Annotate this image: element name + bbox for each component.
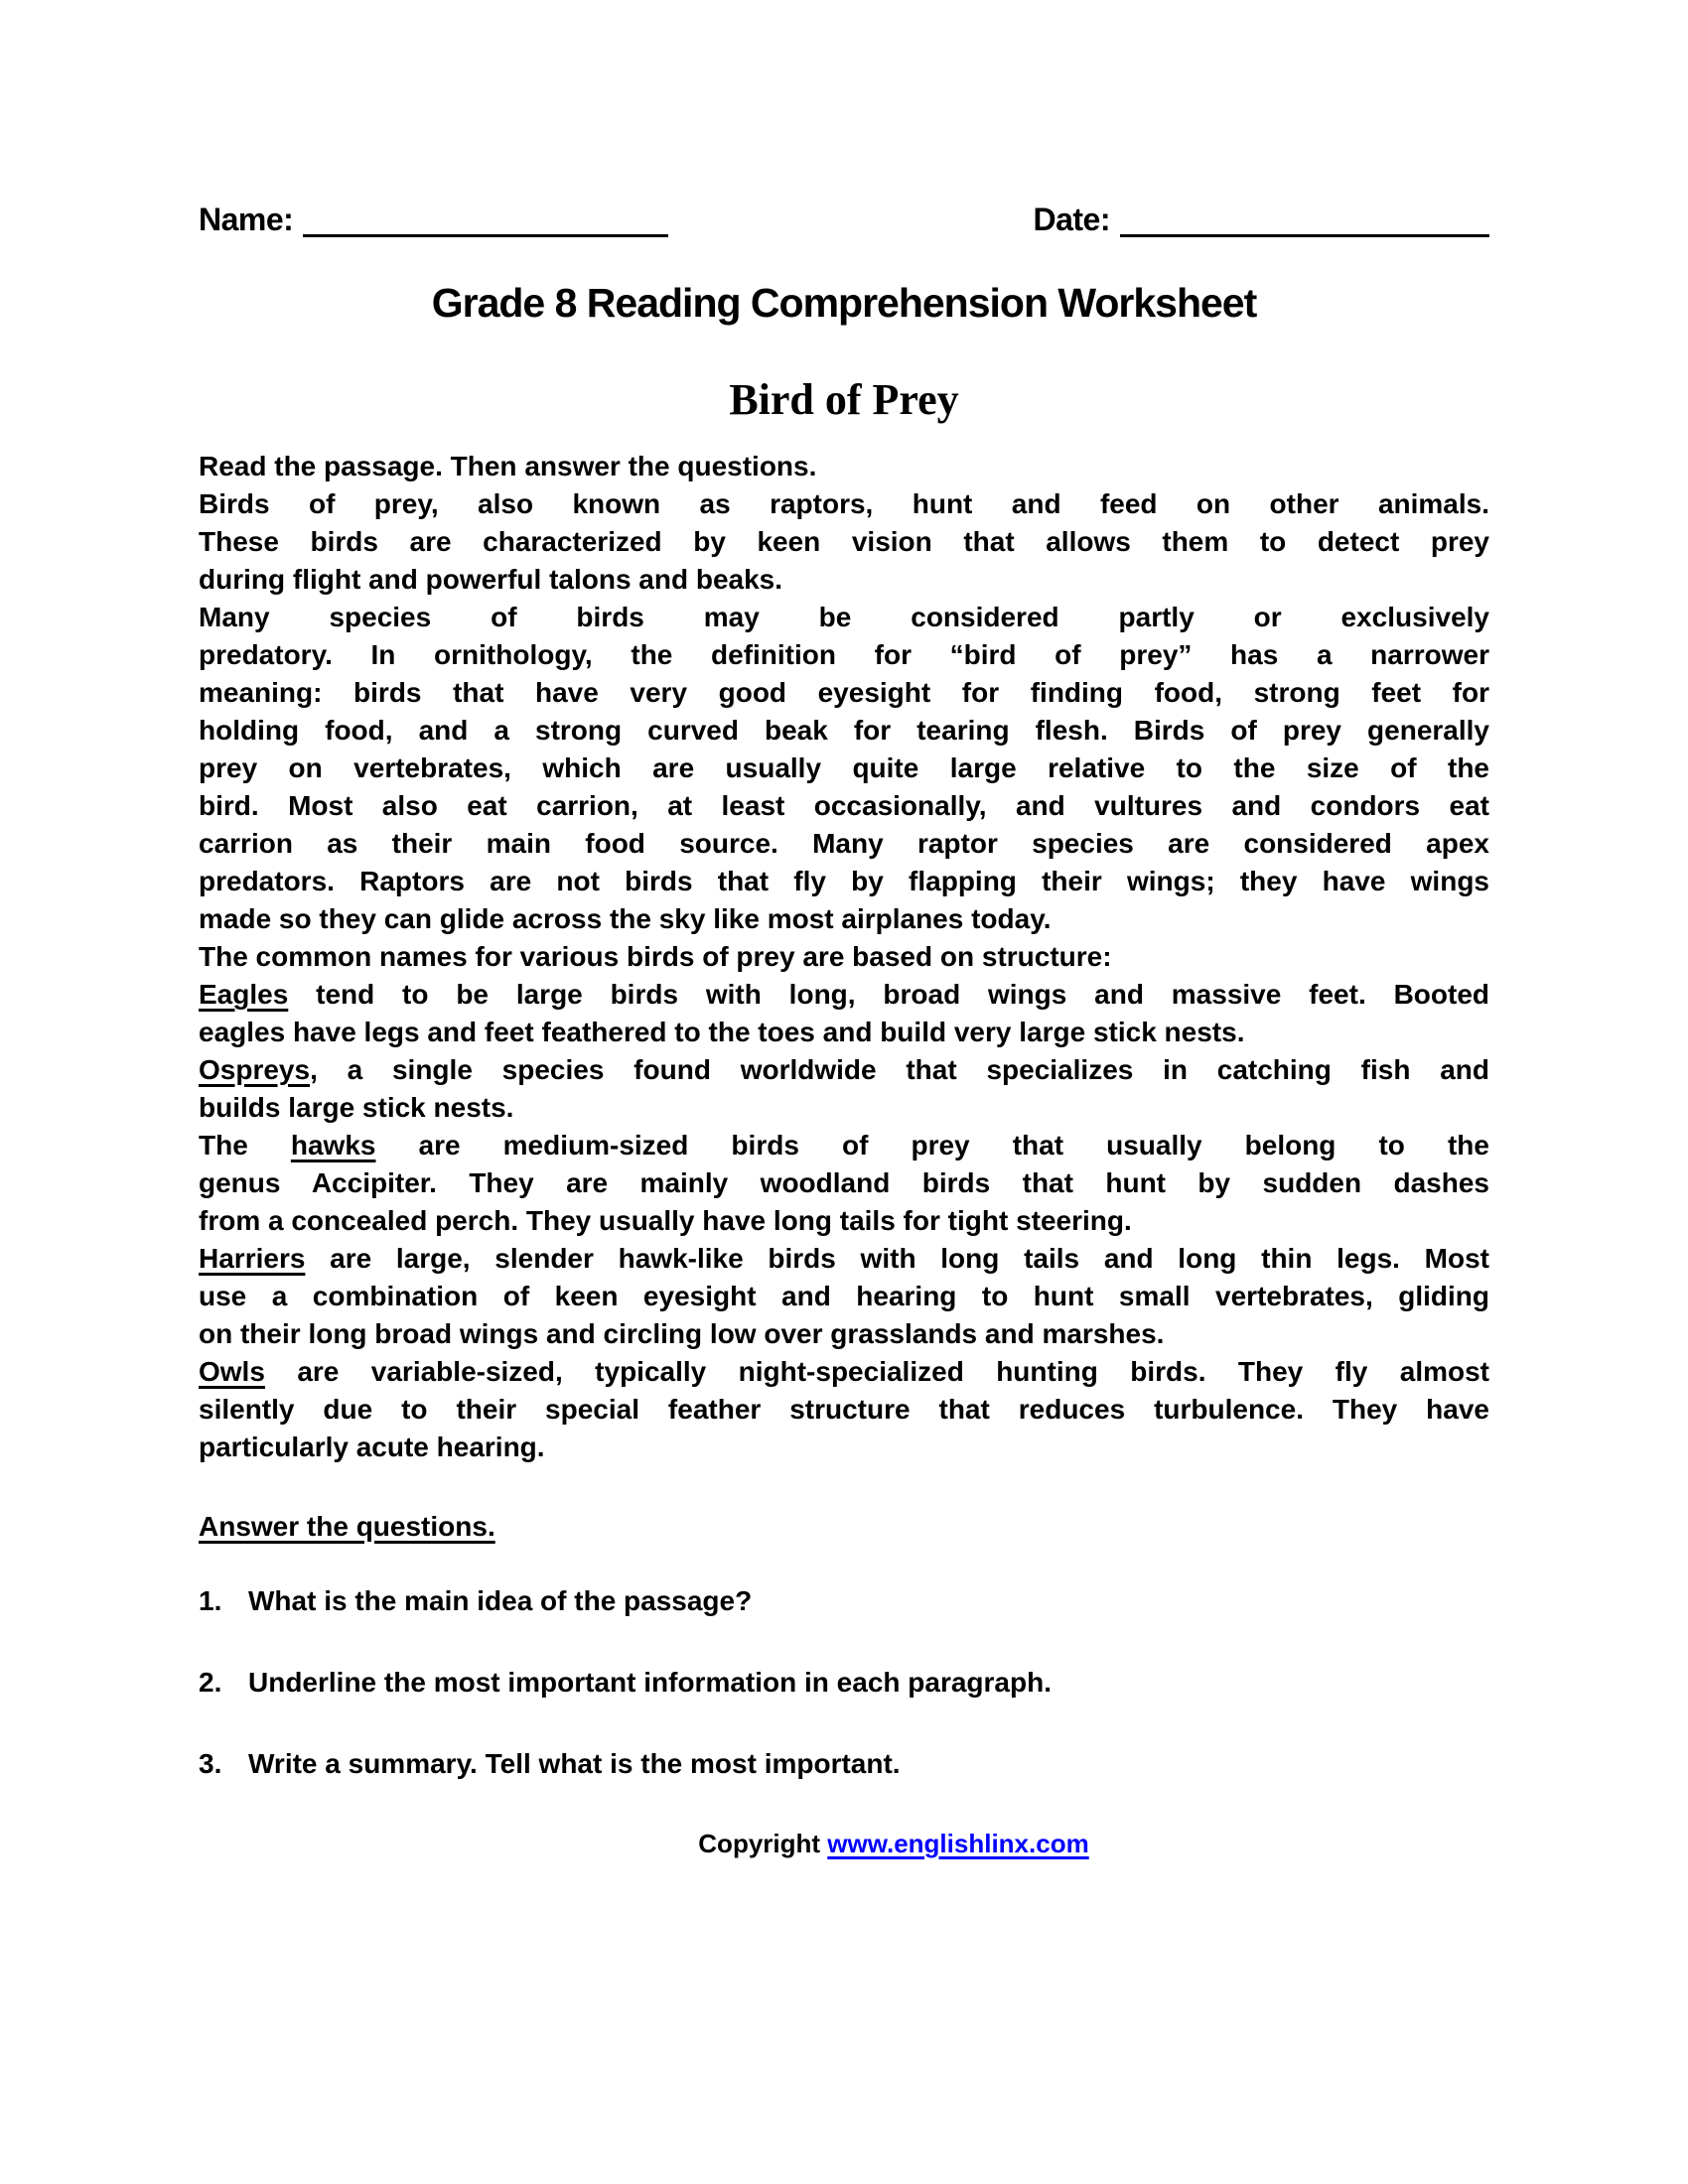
passage-line: These birds are characterized by keen vision that allows them to detect prey xyxy=(199,526,1489,557)
passage-title: Bird of Prey xyxy=(729,375,959,424)
questions-heading: Answer the questions. xyxy=(199,1511,495,1542)
date-field-group xyxy=(1033,201,1489,237)
date-blank-line xyxy=(1120,201,1489,237)
passage-paragraph xyxy=(199,599,1489,938)
passage-paragraph xyxy=(199,938,1489,976)
passage-paragraph xyxy=(199,1051,1489,1127)
question-number: 3. xyxy=(199,1748,222,1779)
page-title: Grade 8 Reading Comprehension Worksheet xyxy=(431,280,1257,326)
question-item xyxy=(199,1664,1489,1702)
passage-paragraph xyxy=(199,976,1489,1051)
questions-list xyxy=(199,1582,1489,1783)
passage-paragraph xyxy=(199,485,1489,599)
name-field-group xyxy=(199,201,668,237)
passage-paragraph xyxy=(199,1127,1489,1240)
passage-line: use a combination of keen eyesight and hearing to hunt small vertebrates, gliding xyxy=(199,1281,1489,1311)
passage-line: particularly acute hearing. xyxy=(199,1432,545,1462)
instruction-text: Read the passage. Then answer the questions. xyxy=(199,451,817,481)
passage-line: Many species of birds may be considered partly or exclusively xyxy=(199,602,1489,632)
name-label: Name: xyxy=(199,202,294,237)
question-number: 2. xyxy=(199,1667,222,1698)
passage-line: eagles have legs and feet feathered to the toes and build very large stick nests. xyxy=(199,1017,1245,1047)
passage xyxy=(199,485,1489,1466)
passage-line: Birds of prey, also known as raptors, hunt and feed on other animals. xyxy=(199,488,1489,519)
footer xyxy=(248,1827,1539,1860)
passage-line: prey on vertebrates, which are usually quite large relative to the size of the xyxy=(199,752,1489,783)
passage-line: Owls are variable-sized, typically night-specialized hunting birds. They fly almost xyxy=(199,1356,1489,1387)
passage-line: during flight and powerful talons and beaks. xyxy=(199,564,783,595)
copyright-label: Copyright xyxy=(698,1829,821,1858)
question-item xyxy=(199,1745,1489,1783)
passage-line: on their long broad wings and circling low over grasslands and marshes. xyxy=(199,1318,1165,1349)
question-text: Underline the most important information in each paragraph. xyxy=(248,1667,1052,1698)
passage-line: The hawks are medium-sized birds of prey that usually belong to the xyxy=(199,1130,1489,1160)
passage-line: carrion as their main food source. Many raptor species are considered apex xyxy=(199,828,1489,859)
passage-line: from a concealed perch. They usually have long tails for tight steering. xyxy=(199,1205,1132,1236)
passage-paragraph xyxy=(199,1240,1489,1353)
passage-line: predators. Raptors are not birds that fly by flapping their wings; they have wings xyxy=(199,866,1489,896)
passage-line: Harriers are large, slender hawk-like birds with long tails and long thin legs. Most xyxy=(199,1243,1489,1274)
question-text: What is the main idea of the passage? xyxy=(248,1585,753,1616)
passage-line: silently due to their special feather structure that reduces turbulence. They have xyxy=(199,1394,1489,1425)
date-label: Date: xyxy=(1033,202,1110,237)
name-blank-line xyxy=(303,201,668,237)
passage-paragraph xyxy=(199,1353,1489,1466)
passage-line: builds large stick nests. xyxy=(199,1092,514,1123)
passage-line: made so they can glide across the sky like most airplanes today. xyxy=(199,903,1052,934)
passage-line: meaning: birds that have very good eyesight for finding food, strong feet for xyxy=(199,677,1489,708)
passage-line: The common names for various birds of prey are based on structure: xyxy=(199,941,1112,972)
passage-line: predatory. In ornithology, the definition for “bird of prey” has a narrower xyxy=(199,639,1489,670)
passage-line: Eagles tend to be large birds with long, broad wings and massive feet. Booted xyxy=(199,979,1489,1010)
question-number: 1. xyxy=(199,1585,222,1616)
passage-line: genus Accipiter. They are mainly woodland birds that hunt by sudden dashes xyxy=(199,1167,1489,1198)
header-row xyxy=(199,201,1489,237)
website-link[interactable]: www.englishlinx.com xyxy=(827,1829,1089,1858)
question-item xyxy=(199,1582,1489,1620)
passage-line: bird. Most also eat carrion, at least occasionally, and vultures and condors eat xyxy=(199,790,1489,821)
question-text: Write a summary. Tell what is the most important. xyxy=(248,1748,901,1779)
passage-line: Ospreys, a single species found worldwide that specializes in catching fish and xyxy=(199,1054,1489,1085)
passage-line: holding food, and a strong curved beak for tearing flesh. Birds of prey generally xyxy=(199,715,1489,746)
